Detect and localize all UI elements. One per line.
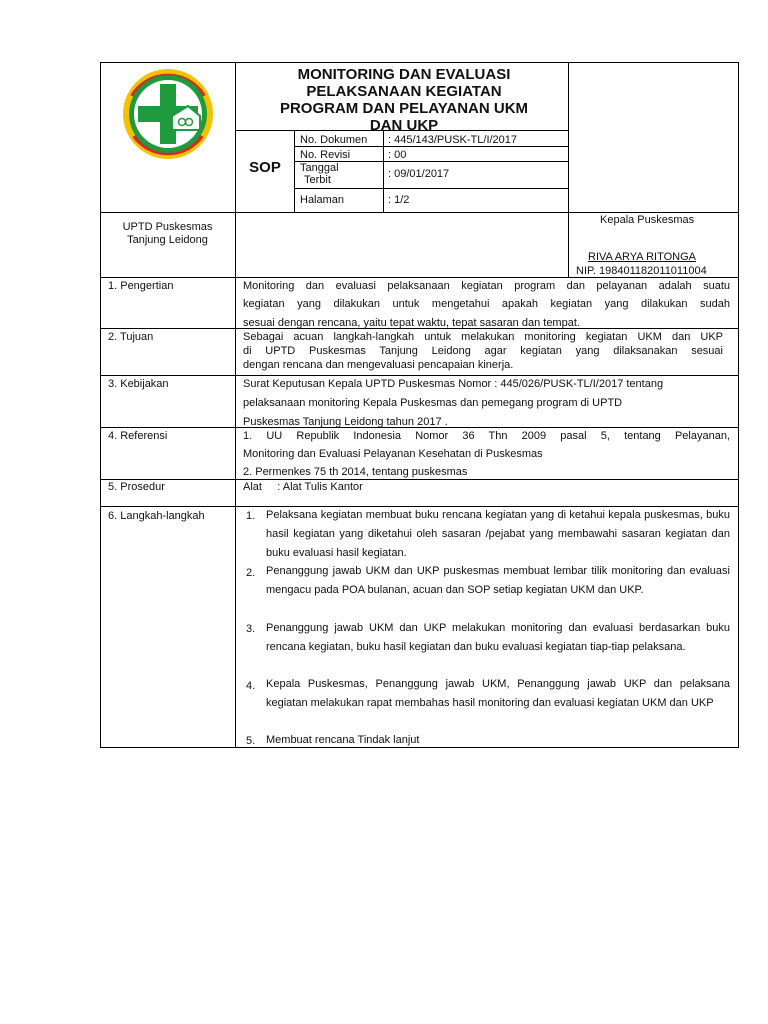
referensi-line-2: Monitoring dan Evaluasi Pelayanan Kesehatan di Puskesmas xyxy=(243,448,543,460)
kebijakan-line-2: pelaksanaan monitoring Kepala Puskesmas dan pemegang program di UPTD xyxy=(243,397,623,409)
referensi-line-1: 1. UU Republik Indonesia Nomor 36 Thn 2009 pasal 5, tentang Pelayanan, xyxy=(243,430,730,442)
sop-label: SOP xyxy=(249,159,281,176)
section-label-kebijakan: 3. Kebijakan xyxy=(108,378,169,390)
referensi-line-3: 2. Permenkes 75 th 2014, tentang puskesmas xyxy=(243,466,468,478)
section-label-pengertian: 1. Pengertian xyxy=(108,280,174,292)
section-label-prosedur: 5. Prosedur xyxy=(108,481,165,493)
approval-nip: NIP. 198401182011011004 xyxy=(576,265,707,277)
table-border-left xyxy=(100,62,101,748)
field-label-terbit: Terbit xyxy=(304,174,331,186)
step-number: 1. xyxy=(246,510,256,522)
field-label-tanggal: Tanggal xyxy=(300,162,339,174)
step-text: Penanggung jawab UKM dan UKP puskesmas membuat lembar tilik monitoring dan evaluasi mengacu pada POA bulanan, acuan dan SOP setiap kegiatan UKM dan UKP. xyxy=(266,565,730,596)
approval-col-divider xyxy=(568,212,569,277)
step-number: 3. xyxy=(246,623,256,635)
header-col-divider-2 xyxy=(568,62,569,212)
tujuan-line-1: Sebagai acuan langkah-langkah untuk melakukan monitoring kegiatan UKM dan UKP xyxy=(243,331,723,343)
document-title xyxy=(240,66,568,134)
docinfo-row-line-3 xyxy=(294,188,568,189)
step-number: 2. xyxy=(246,567,256,579)
approval-name: RIVA ARYA RITONGA xyxy=(588,251,697,263)
prosedur-text: Alat : Alat Tulis Kantor xyxy=(243,481,363,493)
row-line-referensi xyxy=(100,479,738,480)
step-text: Kepala Puskesmas, Penanggung jawab UKM, Penanggung jawab UKP dan pelaksana kegiatan melakukan rapat membahas hasil monitoring dan evaluasi kegiatan UKM dan UKP xyxy=(266,678,730,709)
kebijakan-line-3: Puskesmas Tanjung Leidong tahun 2017 . xyxy=(243,416,448,428)
table-border-right xyxy=(738,62,739,748)
tujuan-line-2: di UPTD Puskesmas Tanjung Leidong agar kegiatan yang dilaksanakan sesuai xyxy=(243,345,723,357)
unit-name-line-2: Tanjung Leidong xyxy=(127,234,208,246)
field-value-no-dokumen: : 445/143/PUSK-TL/I/2017 xyxy=(388,134,518,146)
step-number: 5. xyxy=(246,735,256,747)
section-label-langkah: 6. Langkah-langkah xyxy=(108,510,205,522)
pengertian-line-3: sesuai dengan rencana, yaitu tepat waktu, tepat sasaran dan tempat. xyxy=(243,317,580,329)
table-border-top xyxy=(100,62,738,63)
kebijakan-line-1: Surat Keputusan Kepala UPTD Puskesmas Nomor : 445/026/PUSK-TL/I/2017 tentang xyxy=(243,378,664,390)
header-col-divider-1 xyxy=(235,62,236,212)
sop-divider xyxy=(294,130,295,212)
step-text: Pelaksana kegiatan membuat buku rencana kegiatan yang di ketahui kepala puskesmas, buku hasil kegiatan yang diketahui oleh sasaran /pejabat yang membawahi sasaran kegiatan dan buku evaluasi hasil kegiatan. xyxy=(266,509,730,559)
section-label-referensi: 4. Referensi xyxy=(108,430,168,442)
title-line-1: MONITORING DAN EVALUASI xyxy=(297,66,511,83)
field-label-no-dokumen: No. Dokumen xyxy=(300,134,368,146)
field-value-no-revisi: : 00 xyxy=(388,149,407,161)
puskesmas-logo xyxy=(120,66,216,162)
pengertian-line-2: kegiatan yang dilakukan untuk mengetahui apakah kegiatan yang dilakukan sudah xyxy=(243,298,730,310)
field-value-halaman: : 1/2 xyxy=(388,194,410,206)
docinfo-divider xyxy=(383,130,384,212)
field-value-tanggal: : 09/01/2017 xyxy=(388,168,450,180)
tujuan-line-3: dengan rencana dan mengevaluasi pencapaian kinerja. xyxy=(243,359,514,371)
title-line-3: PROGRAM DAN PELAYANAN UKM xyxy=(279,100,529,117)
approval-role: Kepala Puskesmas xyxy=(600,214,695,226)
pengertian-line-1: Monitoring dan evaluasi pelaksanaan kegiatan program dan pelayanan adalah suatu xyxy=(243,280,730,292)
field-label-halaman: Halaman xyxy=(300,194,345,206)
title-line-4: DAN UKP xyxy=(369,117,439,134)
section-label-tujuan: 2. Tujuan xyxy=(108,331,154,343)
title-line-2: PELAKSANAAN KEGIATAN xyxy=(306,83,502,100)
step-text: Membuat rencana Tindak lanjut xyxy=(266,734,420,746)
row-line-tujuan xyxy=(100,375,738,376)
field-label-no-revisi: No. Revisi xyxy=(300,149,351,161)
step-text: Penanggung jawab UKM dan UKP melakukan monitoring dan evaluasi berdasarkan buku rencana kegiatan, buku hasil kegiatan dan buku evaluasi kegiatan tiap-tiap pelaksana. xyxy=(266,622,730,653)
step-number: 4. xyxy=(246,680,256,692)
body-col-divider-1 xyxy=(235,212,236,748)
unit-name-line-1: UPTD Puskesmas xyxy=(122,221,213,233)
